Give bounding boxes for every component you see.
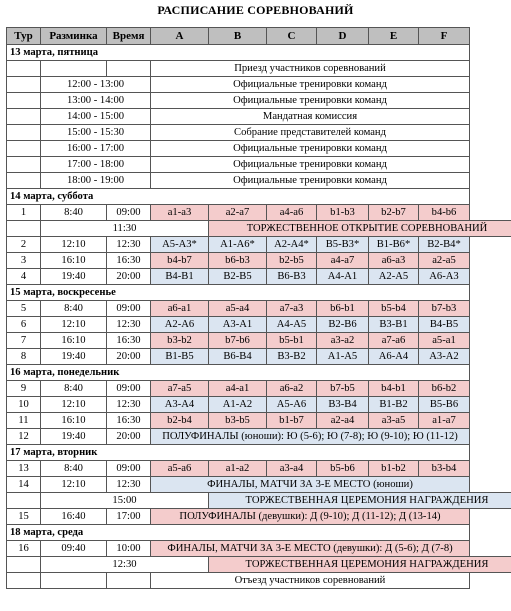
- game-cell: a5-a1: [419, 333, 470, 349]
- tour-cell: [7, 61, 41, 77]
- tour-cell: 8: [7, 349, 41, 365]
- time-cell: 12:30: [107, 237, 151, 253]
- table-row: [7, 349, 511, 365]
- tour-cell: 14: [7, 477, 41, 493]
- time-cell: 13:00 - 14:00: [41, 93, 151, 109]
- table-row: [7, 93, 511, 109]
- time-cell: 17:00 - 18:00: [41, 157, 151, 173]
- game-cell: a5-a6: [151, 461, 209, 477]
- game-cell: a1-a3: [151, 205, 209, 221]
- table-row: [7, 381, 511, 397]
- game-cell: a2-a5: [419, 253, 470, 269]
- time-cell: 12:30: [41, 557, 209, 573]
- warmup-cell: 16:10: [41, 413, 107, 429]
- header-row: [7, 28, 511, 45]
- game-cell: b6-b3: [209, 253, 267, 269]
- day-row: [7, 365, 511, 381]
- table-row: [7, 397, 511, 413]
- event-cell: Официальные тренировки команд: [151, 173, 470, 189]
- table-row: [7, 461, 511, 477]
- time-cell: [107, 573, 151, 589]
- table-row: [7, 205, 511, 221]
- game-cell: a2-a7: [209, 205, 267, 221]
- game-cell: a4-a7: [317, 253, 369, 269]
- game-cell: B4-B5: [419, 317, 470, 333]
- game-cell: A2-A5: [369, 269, 419, 285]
- warmup-cell: 19:40: [41, 269, 107, 285]
- warmup-cell: 19:40: [41, 429, 107, 445]
- warmup-cell: 8:40: [41, 381, 107, 397]
- event-cell: Официальные тренировки команд: [151, 141, 470, 157]
- game-cell: b5-b4: [369, 301, 419, 317]
- time-cell: 20:00: [107, 269, 151, 285]
- game-cell: b3-b5: [209, 413, 267, 429]
- tour-cell: 11: [7, 413, 41, 429]
- day-row: [7, 285, 511, 301]
- game-cell: B1-B6*: [369, 237, 419, 253]
- game-cell: A1-A5: [317, 349, 369, 365]
- warmup-cell: 16:10: [41, 253, 107, 269]
- warmup-cell: 12:10: [41, 397, 107, 413]
- game-cell: b2-b7: [369, 205, 419, 221]
- game-cell: a4-a6: [267, 205, 317, 221]
- game-cell: a2-a4: [317, 413, 369, 429]
- day-row: [7, 189, 511, 205]
- time-cell: 16:30: [107, 413, 151, 429]
- table-row: [7, 269, 511, 285]
- tour-cell: 2: [7, 237, 41, 253]
- game-cell: a3-a4: [267, 461, 317, 477]
- game-cell: B3-B2: [267, 349, 317, 365]
- event-cell: ТОРЖЕСТВЕННАЯ ЦЕРЕМОНИЯ НАГРАЖДЕНИЯ: [209, 557, 511, 573]
- time-cell: 15:00 - 15:30: [41, 125, 151, 141]
- table-row: [7, 333, 511, 349]
- table-row: [7, 221, 511, 237]
- tour-cell: 12: [7, 429, 41, 445]
- warmup-cell: 8:40: [41, 205, 107, 221]
- warmup-cell: [41, 573, 107, 589]
- table-row: [7, 493, 511, 509]
- game-cell: B3-B1: [369, 317, 419, 333]
- column-header: D: [317, 28, 369, 45]
- warmup-cell: [41, 61, 107, 77]
- tour-cell: 13: [7, 461, 41, 477]
- schedule-table: [6, 27, 511, 589]
- game-cell: a4-a1: [209, 381, 267, 397]
- time-cell: 16:30: [107, 253, 151, 269]
- game-cell: A6-A3: [419, 269, 470, 285]
- table-row: [7, 157, 511, 173]
- page-title: РАСПИСАНИЕ СОРЕВНОВАНИЙ: [157, 3, 354, 17]
- time-cell: 20:00: [107, 429, 151, 445]
- tour-cell: 3: [7, 253, 41, 269]
- event-cell: ФИНАЛЫ, МАТЧИ ЗА 3-Е МЕСТО (юноши): [151, 477, 470, 493]
- table-row: [7, 509, 511, 525]
- table-row: [7, 301, 511, 317]
- game-cell: a1-a2: [209, 461, 267, 477]
- time-cell: 09:00: [107, 301, 151, 317]
- time-cell: 17:00: [107, 509, 151, 525]
- day-header: 13 марта, пятница: [7, 45, 470, 61]
- time-cell: 09:00: [107, 205, 151, 221]
- time-cell: 09:00: [107, 461, 151, 477]
- event-cell: Официальные тренировки команд: [151, 157, 470, 173]
- tour-cell: [7, 77, 41, 93]
- game-cell: b4-b1: [369, 381, 419, 397]
- table-row: [7, 61, 511, 77]
- event-cell: ФИНАЛЫ, МАТЧИ ЗА 3-Е МЕСТО (девушки): Д (5-6); Д (7-8): [151, 541, 470, 557]
- game-cell: b7-b3: [419, 301, 470, 317]
- tour-cell: 1: [7, 205, 41, 221]
- table-row: [7, 109, 511, 125]
- game-cell: b5-b6: [317, 461, 369, 477]
- game-cell: A1-A6*: [209, 237, 267, 253]
- tour-cell: 6: [7, 317, 41, 333]
- warmup-cell: 19:40: [41, 349, 107, 365]
- game-cell: A3-A1: [209, 317, 267, 333]
- game-cell: b4-b6: [419, 205, 470, 221]
- game-cell: B4-B1: [151, 269, 209, 285]
- game-cell: a7-a3: [267, 301, 317, 317]
- game-cell: a3-a5: [369, 413, 419, 429]
- tour-cell: [7, 157, 41, 173]
- time-cell: 15:00: [41, 493, 209, 509]
- game-cell: B6-B3: [267, 269, 317, 285]
- time-cell: 20:00: [107, 349, 151, 365]
- game-cell: A6-A4: [369, 349, 419, 365]
- warmup-cell: 16:40: [41, 509, 107, 525]
- tour-cell: [7, 173, 41, 189]
- day-header: 15 марта, воскресенье: [7, 285, 470, 301]
- game-cell: b3-b4: [419, 461, 470, 477]
- game-cell: A3-A4: [151, 397, 209, 413]
- game-cell: a5-a4: [209, 301, 267, 317]
- warmup-cell: 09:40: [41, 541, 107, 557]
- time-cell: [107, 61, 151, 77]
- game-cell: a6-a3: [369, 253, 419, 269]
- game-cell: b6-b2: [419, 381, 470, 397]
- day-header: 16 марта, понедельник: [7, 365, 470, 381]
- time-cell: 16:00 - 17:00: [41, 141, 151, 157]
- time-cell: 18:00 - 19:00: [41, 173, 151, 189]
- game-cell: A5-A6: [267, 397, 317, 413]
- tour-cell: [7, 141, 41, 157]
- column-header: A: [151, 28, 209, 45]
- tour-cell: 5: [7, 301, 41, 317]
- game-cell: b1-b3: [317, 205, 369, 221]
- table-row: [7, 141, 511, 157]
- day-header: 18 марта, среда: [7, 525, 470, 541]
- time-cell: 12:30: [107, 397, 151, 413]
- game-cell: b2-b5: [267, 253, 317, 269]
- day-row: [7, 525, 511, 541]
- game-cell: B1-B2: [369, 397, 419, 413]
- day-header: 14 марта, суббота: [7, 189, 470, 205]
- game-cell: B1-B5: [151, 349, 209, 365]
- table-row: [7, 77, 511, 93]
- table-row: [7, 573, 511, 589]
- event-cell: ПОЛУФИНАЛЫ (юноши): Ю (5-6); Ю (7-8); Ю (9-10); Ю (11-12): [151, 429, 470, 445]
- event-cell: ТОРЖЕСТВЕННОЕ ОТКРЫТИЕ СОРЕВНОВАНИЙ: [209, 221, 511, 237]
- game-cell: b7-b6: [209, 333, 267, 349]
- game-cell: a3-a2: [317, 333, 369, 349]
- tour-cell: 10: [7, 397, 41, 413]
- tour-cell: 4: [7, 269, 41, 285]
- event-cell: Приезд участников соревнований: [151, 61, 470, 77]
- tour-cell: 15: [7, 509, 41, 525]
- column-header: Тур: [7, 28, 41, 45]
- game-cell: b3-b2: [151, 333, 209, 349]
- day-row: [7, 445, 511, 461]
- game-cell: B3-B4: [317, 397, 369, 413]
- event-cell: ТОРЖЕСТВЕННАЯ ЦЕРЕМОНИЯ НАГРАЖДЕНИЯ: [209, 493, 511, 509]
- column-header: B: [209, 28, 267, 45]
- table-row: [7, 253, 511, 269]
- column-header: C: [267, 28, 317, 45]
- warmup-cell: 12:10: [41, 477, 107, 493]
- game-cell: b5-b1: [267, 333, 317, 349]
- table-row: [7, 429, 511, 445]
- tour-cell: [7, 557, 41, 573]
- tour-cell: 9: [7, 381, 41, 397]
- game-cell: B5-B6: [419, 397, 470, 413]
- warmup-cell: 8:40: [41, 301, 107, 317]
- day-row: [7, 45, 511, 61]
- warmup-cell: 16:10: [41, 333, 107, 349]
- game-cell: B2-B5: [209, 269, 267, 285]
- game-cell: A4-A1: [317, 269, 369, 285]
- time-cell: 16:30: [107, 333, 151, 349]
- footnote: [6, 603, 505, 611]
- column-header: E: [369, 28, 419, 45]
- game-cell: B6-B4: [209, 349, 267, 365]
- table-row: [7, 317, 511, 333]
- tour-cell: [7, 93, 41, 109]
- tour-cell: [7, 493, 41, 509]
- day-header: 17 марта, вторник: [7, 445, 470, 461]
- time-cell: 12:30: [107, 477, 151, 493]
- warmup-cell: 12:10: [41, 237, 107, 253]
- tour-cell: [7, 125, 41, 141]
- table-row: [7, 125, 511, 141]
- game-cell: b1-b2: [369, 461, 419, 477]
- table-row: [7, 237, 511, 253]
- game-cell: A2-A6: [151, 317, 209, 333]
- column-header: Время: [107, 28, 151, 45]
- time-cell: 14:00 - 15:00: [41, 109, 151, 125]
- game-cell: b7-b5: [317, 381, 369, 397]
- game-cell: B2-B4*: [419, 237, 470, 253]
- schedule-body: [7, 45, 511, 589]
- tour-cell: 16: [7, 541, 41, 557]
- game-cell: A3-A2: [419, 349, 470, 365]
- game-cell: b1-b7: [267, 413, 317, 429]
- table-row: [7, 413, 511, 429]
- time-cell: 12:00 - 13:00: [41, 77, 151, 93]
- game-cell: B5-B3*: [317, 237, 369, 253]
- column-header: Разминка: [41, 28, 107, 45]
- game-cell: a7-a5: [151, 381, 209, 397]
- event-cell: ПОЛУФИНАЛЫ (девушки): Д (9-10); Д (11-12); Д (13-14): [151, 509, 470, 525]
- tour-cell: [7, 221, 41, 237]
- event-cell: Отъезд участников соревнований: [151, 573, 470, 589]
- game-cell: b6-b1: [317, 301, 369, 317]
- event-cell: Официальные тренировки команд: [151, 77, 470, 93]
- game-cell: A2-A4*: [267, 237, 317, 253]
- table-row: [7, 477, 511, 493]
- time-cell: 11:30: [41, 221, 209, 237]
- event-cell: Мандатная комиссия: [151, 109, 470, 125]
- table-row: [7, 557, 511, 573]
- time-cell: 09:00: [107, 381, 151, 397]
- time-cell: 10:00: [107, 541, 151, 557]
- table-row: [7, 173, 511, 189]
- game-cell: a6-a2: [267, 381, 317, 397]
- table-row: [7, 541, 511, 557]
- time-cell: 12:30: [107, 317, 151, 333]
- game-cell: a1-a7: [419, 413, 470, 429]
- game-cell: A5-A3*: [151, 237, 209, 253]
- game-cell: a6-a1: [151, 301, 209, 317]
- game-cell: b4-b7: [151, 253, 209, 269]
- game-cell: A1-A2: [209, 397, 267, 413]
- event-cell: Собрание представителей команд: [151, 125, 470, 141]
- warmup-cell: 12:10: [41, 317, 107, 333]
- tour-cell: 7: [7, 333, 41, 349]
- event-cell: Официальные тренировки команд: [151, 93, 470, 109]
- game-cell: b2-b4: [151, 413, 209, 429]
- tour-cell: [7, 109, 41, 125]
- tour-cell: [7, 573, 41, 589]
- game-cell: a7-a6: [369, 333, 419, 349]
- game-cell: A4-A5: [267, 317, 317, 333]
- game-cell: B2-B6: [317, 317, 369, 333]
- column-header: F: [419, 28, 470, 45]
- warmup-cell: 8:40: [41, 461, 107, 477]
